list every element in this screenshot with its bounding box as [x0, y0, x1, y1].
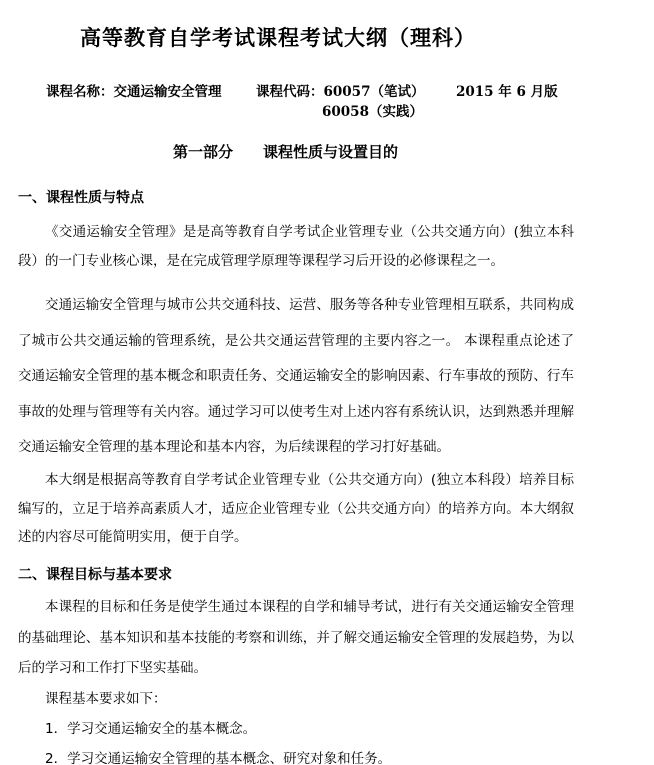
part-one-title: 课程性质与设置目的: [263, 143, 399, 161]
course-code: 课程代码：60057（笔试）: [256, 84, 425, 100]
syllabus-version: 2015 年 6 月版: [456, 84, 558, 100]
list-item: 2．学习交通运输安全管理的基本概念、研究对象和任务。: [45, 751, 392, 765]
section-one-heading: 一、课程性质与特点: [18, 190, 144, 206]
paragraph: 《交通运输安全管理》是是高等教育自学考试企业管理专业（公共交通方向）(独立本科段）的一门专业核心课，是在完成管理学原理等课程学习后开设的必修课程之一。: [18, 224, 574, 269]
section-two-heading: 二、课程目标与基本要求: [18, 567, 172, 583]
course-name: 课程名称：交通运输安全管理: [46, 84, 222, 100]
paragraph: 本大纲是根据高等教育自学考试企业管理专业（公共交通方向）(独立本科段）培养目标编写的，立足于培养高素质人才，适应企业管理专业（公共交通方向）的培养方向。本大纲叙述的内容尽可能简明实用，便于自学。: [18, 472, 574, 545]
document-title: 高等教育自学考试课程考试大纲（理科）: [80, 25, 476, 50]
course-code-practice: 60058（实践）: [322, 104, 423, 120]
part-one-heading: [173, 141, 398, 162]
part-one-label: 第一部分: [173, 143, 234, 161]
requirements-intro: 课程基本要求如下：: [45, 691, 167, 707]
list-item: 1．学习交通运输安全的基本概念。: [45, 721, 257, 737]
paragraph: 交通运输安全管理与城市公共交通科技、运营、服务等各种专业管理相互联系，共同构成了城市公共交通运输的管理系统，是公共交通运营管理的主要内容之一。 本课程重点论述了交通运输安全管理的基本概念和职责任务、交通运输安全的影响因素、行车事故的预防、行车事故的处理与管理等有关内容。通过学习可以使考生对上述内容有系统认识，达到熟悉并理解交通运输安全管理的基本理论和基本内容，为后续课程的学习打好基础。: [18, 297, 574, 455]
paragraph: 本课程的目标和任务是使学生通过本课程的自学和辅导考试，进行有关交通运输安全管理的基础理论、基本知识和基本技能的考察和训练，并了解交通运输安全管理的发展趋势，为以后的学习和工作打下坚实基础。: [18, 599, 574, 676]
